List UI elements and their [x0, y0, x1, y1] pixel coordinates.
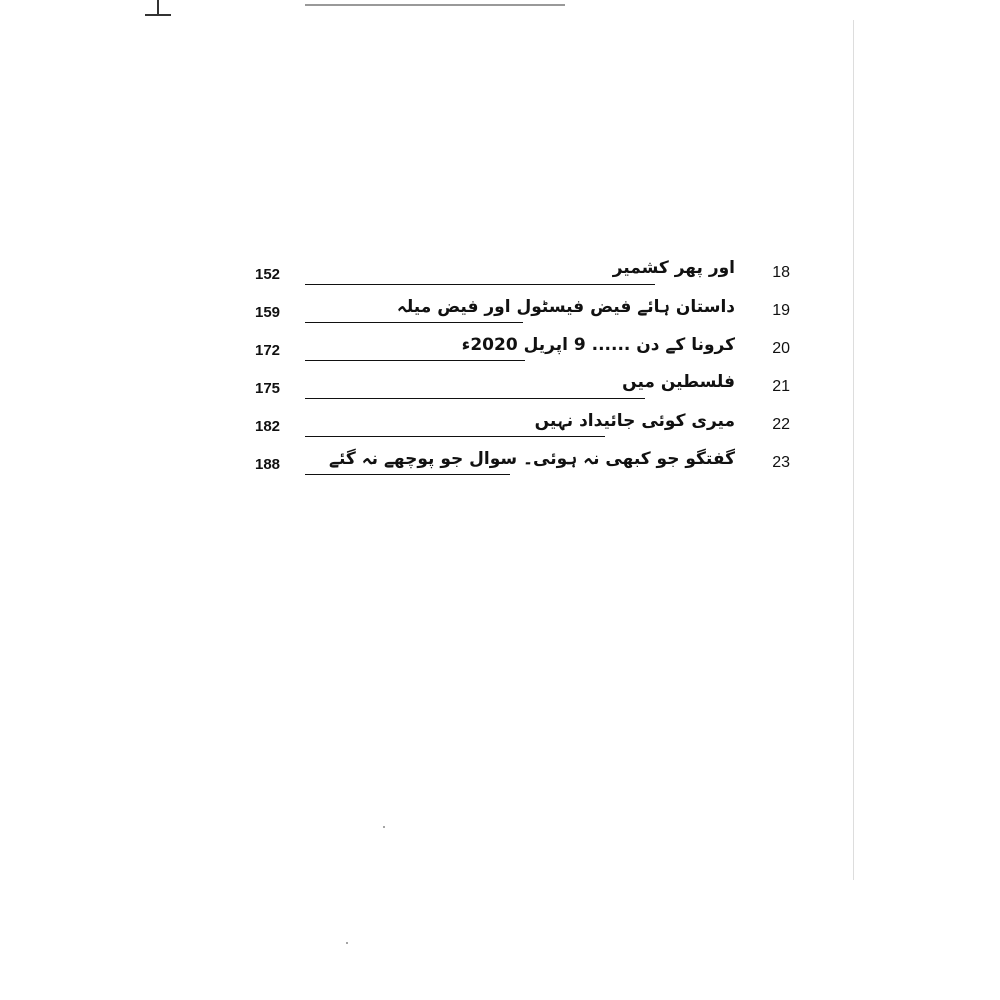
toc-entry-23 — [250, 446, 795, 484]
toc-leader-line — [305, 474, 510, 475]
scan-speck — [383, 826, 385, 828]
page-edge-right — [853, 20, 854, 880]
toc-chapter-number: 22 — [772, 416, 790, 433]
toc-page-number: 188 — [255, 456, 281, 473]
toc-chapter-number: 21 — [772, 378, 790, 395]
toc-entry-19 — [250, 294, 795, 332]
toc-entry-20 — [250, 332, 795, 370]
toc-entry-22 — [250, 408, 795, 446]
toc-title: داستان ہائے فیض فیسٹول اور فیض میلہ — [396, 297, 735, 317]
toc-title: کرونا کے دن ...... 9 اپریل 2020ء — [461, 335, 735, 355]
toc-title: میری کوئی جائیداد نہیں — [534, 411, 735, 431]
toc-chapter-number: 19 — [772, 302, 790, 319]
toc-title: اور پھر کشمیر — [612, 258, 735, 278]
toc-leader-line — [305, 398, 645, 399]
toc-entry-21 — [250, 370, 795, 408]
toc-chapter-number: 18 — [772, 264, 790, 281]
toc-leader-line — [305, 436, 605, 437]
scan-speck — [346, 942, 348, 944]
toc-page-number: 172 — [255, 342, 281, 359]
toc-page-number: 159 — [255, 304, 281, 321]
table-of-contents — [250, 256, 795, 484]
toc-page-number: 175 — [255, 380, 281, 397]
toc-page-number: 182 — [255, 418, 281, 435]
toc-title: گفتگو جو کبھی نہ ہوئی۔ سوال جو پوچھے نہ گئے — [328, 449, 735, 469]
toc-title: فلسطین میں — [622, 372, 735, 392]
toc-entry-18 — [250, 256, 795, 294]
scan-mark-top-left — [145, 0, 171, 16]
toc-chapter-number: 23 — [772, 454, 790, 471]
toc-leader-line — [305, 322, 523, 323]
toc-leader-line — [305, 284, 655, 285]
toc-page-number: 152 — [255, 266, 281, 283]
toc-leader-line — [305, 360, 525, 361]
scan-line-top — [305, 0, 565, 6]
toc-chapter-number: 20 — [772, 340, 790, 357]
